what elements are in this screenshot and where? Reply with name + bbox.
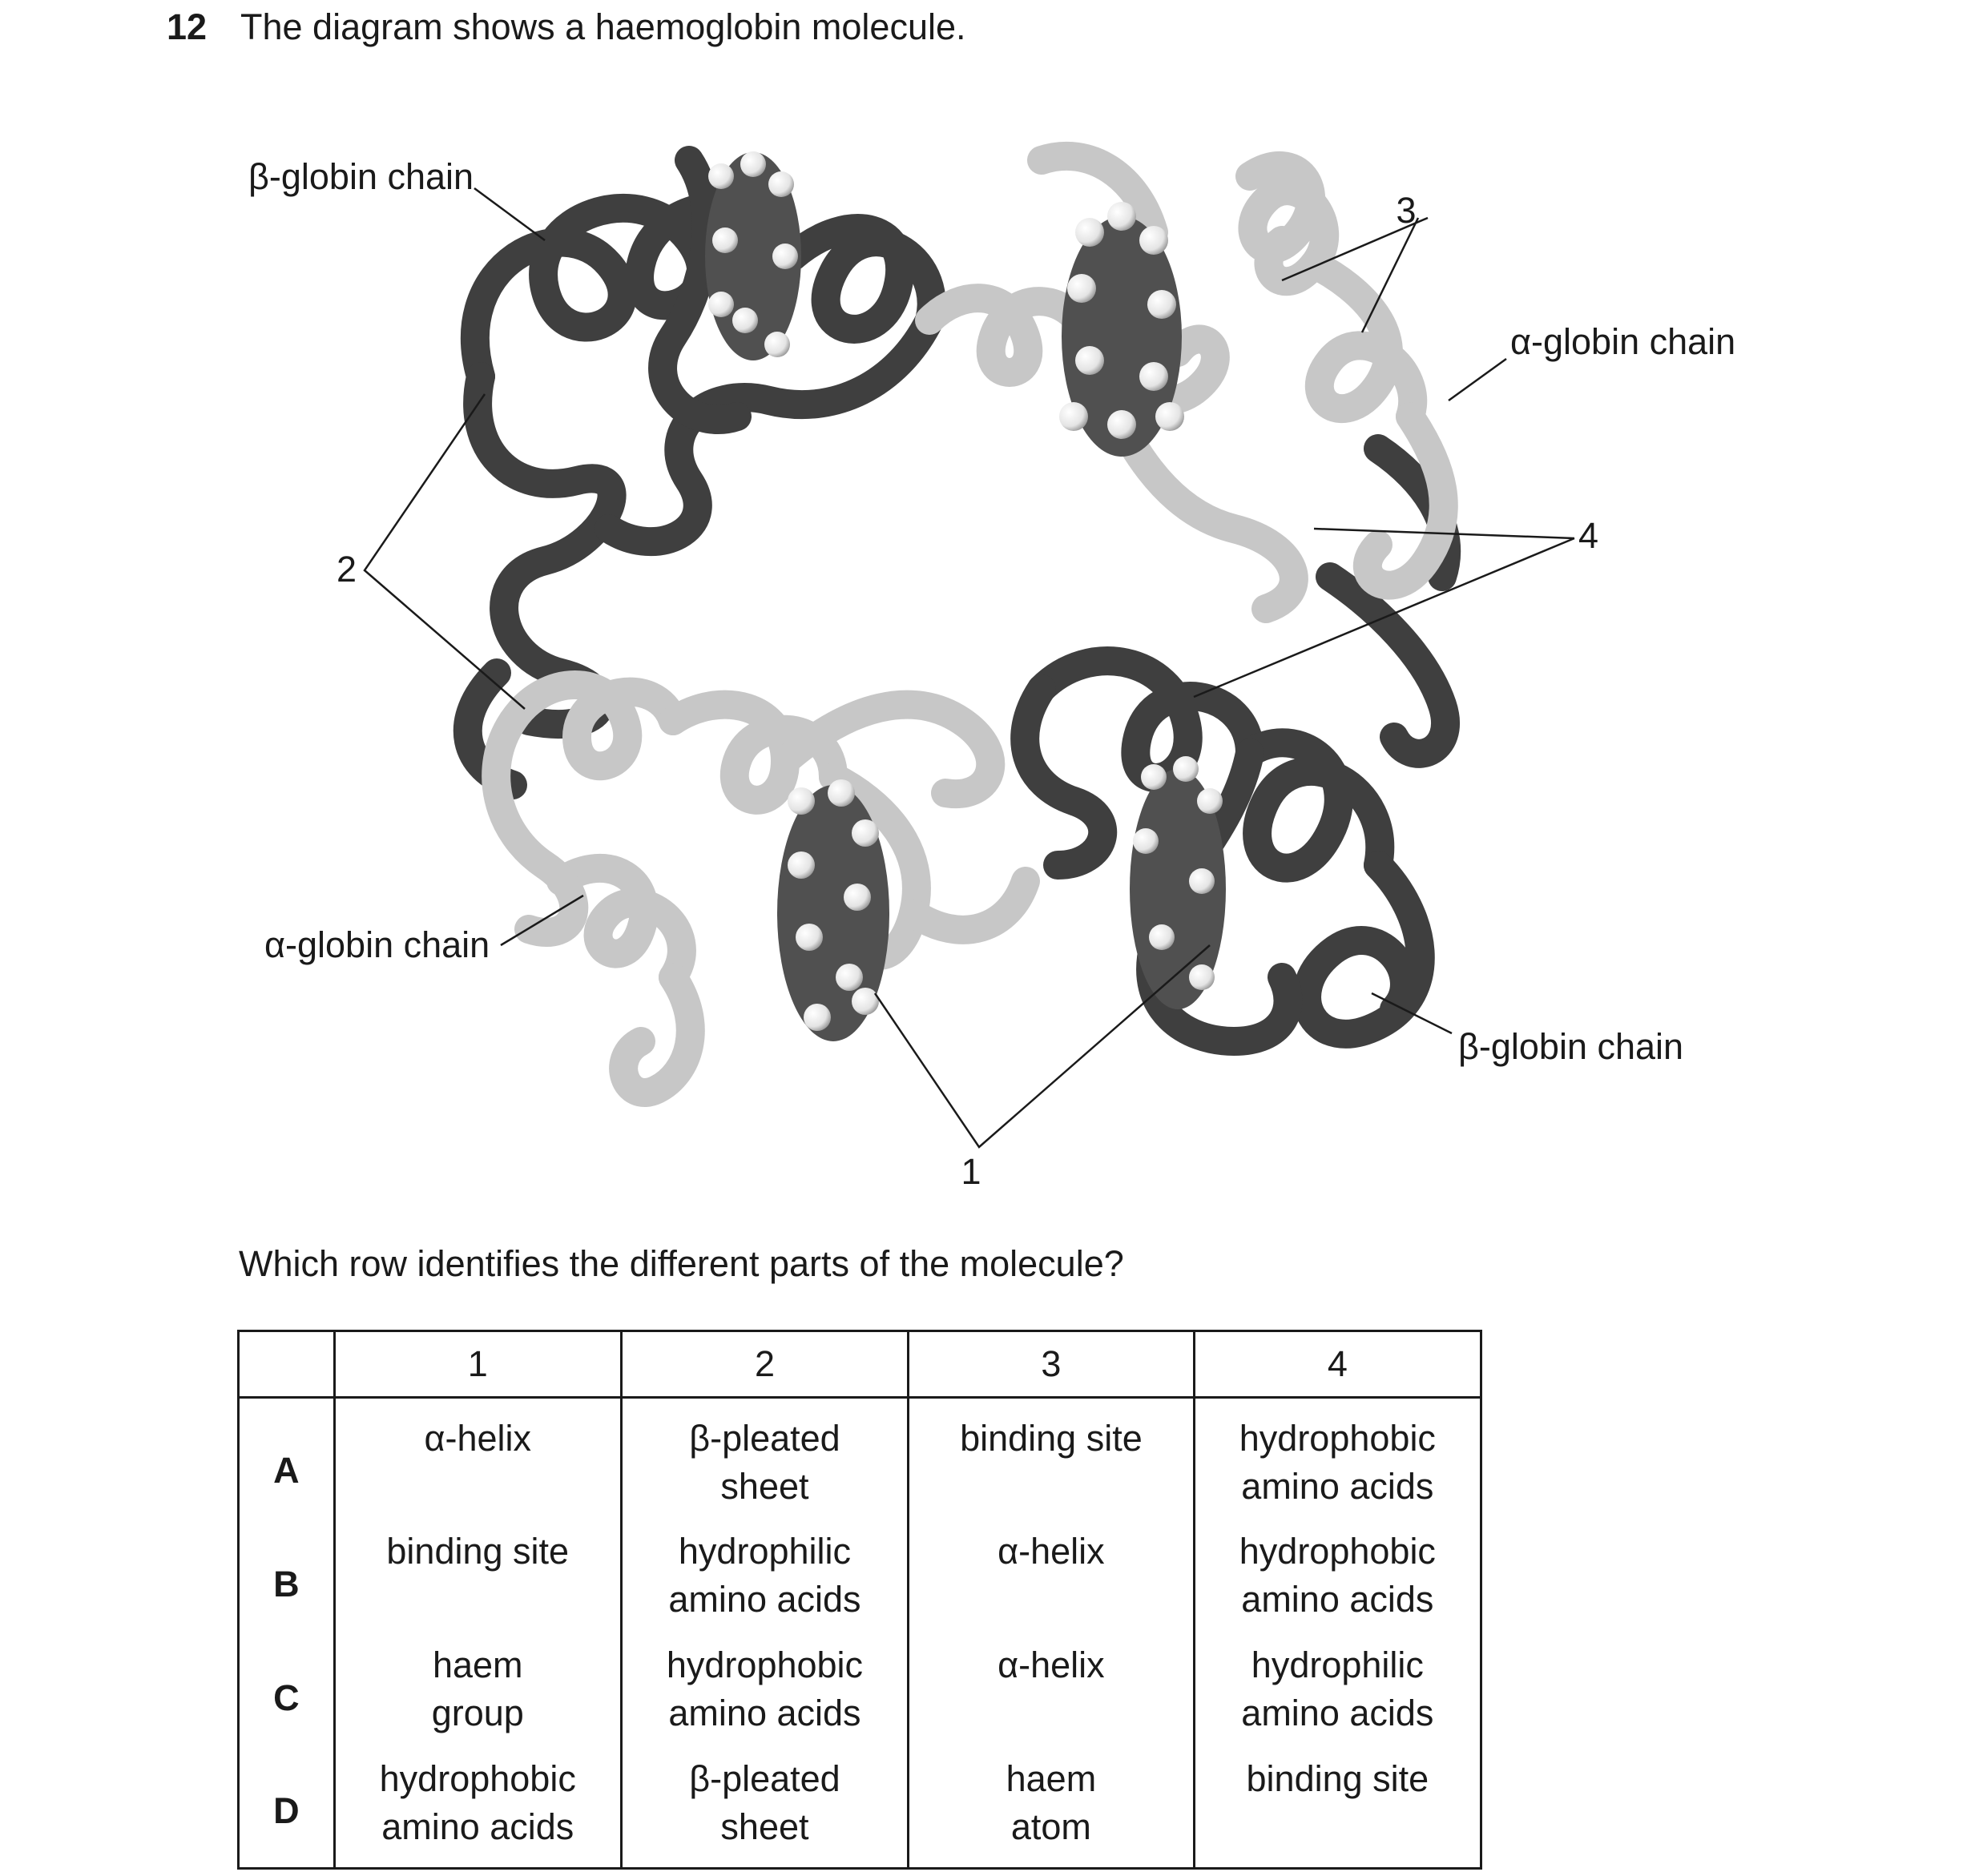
row-label-d[interactable]: D — [239, 1755, 335, 1869]
table-cell — [334, 1398, 621, 1528]
header-cell: 4 — [1194, 1331, 1481, 1398]
table-row[interactable] — [239, 1398, 1481, 1528]
table-header-row — [239, 1331, 1481, 1398]
table-cell — [334, 1528, 621, 1641]
row-label-c[interactable]: C — [239, 1641, 335, 1755]
header-cell: 1 — [334, 1331, 621, 1398]
cell-line: group — [431, 1692, 524, 1733]
haem-group-bottom-right — [1130, 756, 1226, 1009]
table-cell — [1194, 1755, 1481, 1869]
cell-line: hydrophobic — [666, 1644, 864, 1685]
row-label-b[interactable]: B — [239, 1528, 335, 1641]
cell-line: amino acids — [1241, 1692, 1434, 1733]
question-prompt: Which row identifies the different parts of the molecule? — [239, 1243, 1124, 1284]
table-cell — [334, 1755, 621, 1869]
cell-line: binding site — [960, 1418, 1143, 1459]
table-row[interactable] — [239, 1528, 1481, 1641]
table-row[interactable] — [239, 1755, 1481, 1869]
table-cell — [909, 1641, 1195, 1755]
cell-line: hydrophilic — [1251, 1644, 1424, 1685]
cell-line: haem — [1006, 1757, 1097, 1799]
label-3: 3 — [1396, 190, 1417, 231]
header-cell — [239, 1331, 335, 1398]
cell-line: hydrophobic — [1239, 1530, 1436, 1572]
cell-line: α-helix — [998, 1644, 1105, 1685]
row-label-a[interactable]: A — [239, 1398, 335, 1528]
cell-line: amino acids — [668, 1578, 861, 1620]
table-cell — [621, 1641, 908, 1755]
cell-line: amino acids — [668, 1692, 861, 1733]
cell-line: α-helix — [424, 1418, 532, 1459]
label-2: 2 — [337, 549, 357, 590]
question-number: 12 — [167, 6, 208, 47]
haem-group-top-left — [705, 151, 801, 360]
cell-line: binding site — [386, 1530, 570, 1572]
cell-line: β-pleated — [689, 1757, 840, 1799]
table-cell — [334, 1641, 621, 1755]
label-beta-globin-bottom: β-globin chain — [1458, 1026, 1684, 1067]
table-row[interactable] — [239, 1641, 1481, 1755]
cell-line: sheet — [720, 1466, 809, 1507]
table-cell — [1194, 1528, 1481, 1641]
header-cell: 2 — [621, 1331, 908, 1398]
table-cell — [1194, 1641, 1481, 1755]
cell-line: amino acids — [381, 1806, 574, 1847]
cell-line: hydrophilic — [678, 1530, 852, 1572]
label-alpha-globin-left: α-globin chain — [264, 924, 490, 965]
cell-line: amino acids — [1241, 1466, 1434, 1507]
cell-line: binding site — [1246, 1757, 1429, 1799]
alpha-chain-bottom-left — [496, 685, 1026, 1093]
table-cell — [621, 1755, 908, 1869]
table-cell — [909, 1528, 1195, 1641]
cell-line: α-helix — [998, 1530, 1105, 1572]
answer-table — [237, 1330, 1482, 1870]
cell-line: atom — [1010, 1806, 1091, 1847]
table-cell — [909, 1755, 1195, 1869]
table-cell — [1194, 1398, 1481, 1528]
cell-line: haem — [432, 1644, 523, 1685]
table-cell — [621, 1398, 908, 1528]
cell-line: hydrophobic — [1239, 1418, 1436, 1459]
cell-line: sheet — [720, 1806, 809, 1847]
label-1: 1 — [961, 1151, 981, 1192]
cell-line: β-pleated — [689, 1418, 840, 1459]
table-cell — [909, 1398, 1195, 1528]
cell-line: hydrophobic — [379, 1757, 576, 1799]
cell-line: amino acids — [1241, 1578, 1434, 1620]
header-cell: 3 — [909, 1331, 1195, 1398]
label-alpha-globin-right: α-globin chain — [1510, 321, 1736, 362]
alpha-chain-top-right — [929, 156, 1444, 609]
table-cell — [621, 1528, 908, 1641]
haem-group-top-right — [1059, 202, 1184, 457]
label-4: 4 — [1578, 515, 1599, 556]
label-beta-globin-top: β-globin chain — [248, 156, 474, 197]
question-stem: The diagram shows a haemoglobin molecule. — [240, 6, 966, 47]
